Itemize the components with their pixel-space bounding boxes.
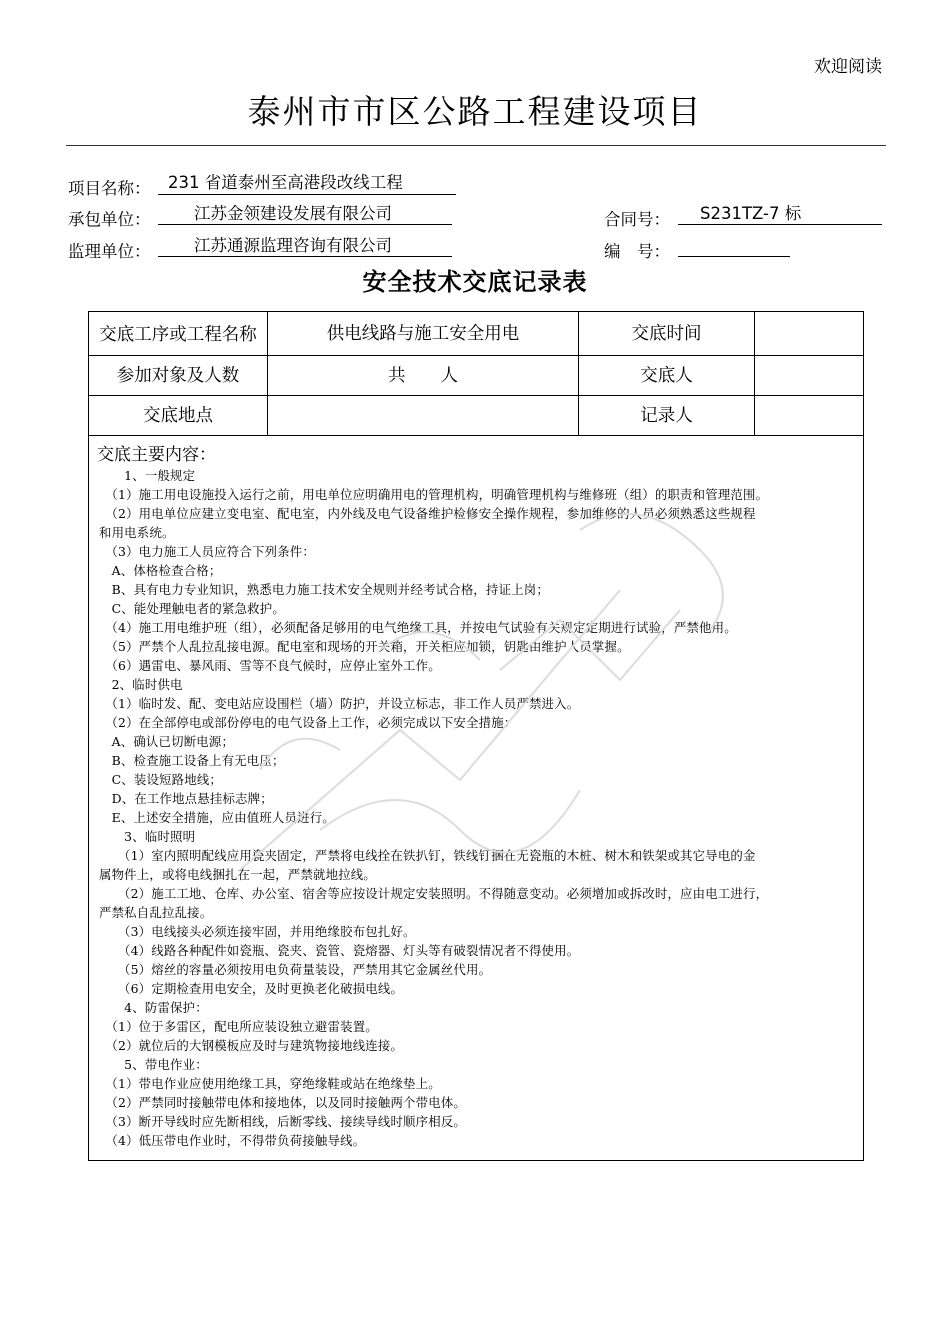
- content-line: 4、防雷保护：: [99, 1000, 208, 1015]
- content-line: 属物件上，或将电线捆扎在一起，严禁就地拉线。: [99, 867, 376, 882]
- serial-number-label: 编 号：: [604, 242, 670, 261]
- content-line: （6）定期检查用电安全，及时更换老化破损电线。: [99, 981, 404, 996]
- page-title: 泰州市市区公路工程建设项目: [247, 92, 703, 131]
- content-line: （6）遇雷电、暴风雨、雪等不良气候时，应停止室外工作。: [99, 658, 441, 673]
- table-title: 安全技术交底记录表: [362, 268, 588, 296]
- content-line: （2）用电单位应建立变电室、配电室，内外线及电气设备维护检修安全操作规程，参加维修的人员必须熟悉这些规程: [99, 506, 756, 521]
- recorder-label: 记录人: [640, 405, 693, 426]
- location-label: 交底地点: [143, 405, 213, 426]
- content-line: E、上述安全措施，应由值班人员进行。: [99, 810, 335, 825]
- participants-value: 共 人: [388, 365, 458, 386]
- contract-number-label: 合同号：: [604, 210, 670, 229]
- contractor-label: 承包单位：: [68, 210, 151, 229]
- participants-label: 参加对象及人数: [116, 365, 240, 386]
- content-line: （1）带电作业应使用绝缘工具，穿绝缘鞋或站在绝缘垫上。: [99, 1076, 441, 1091]
- content-line: C、装设短路地线；: [99, 772, 222, 787]
- content-line: （4）施工用电维护班（组），必须配备足够用的电气绝缘工具，并按电气试验有关规定定期进行试验，严禁他用。: [99, 620, 737, 635]
- briefing-time-label: 交底时间: [631, 323, 702, 344]
- supervisor-label: 监理单位：: [68, 242, 151, 261]
- title-divider: [66, 145, 886, 146]
- content-heading: 交底主要内容：: [97, 445, 216, 465]
- content-line: （2）严禁同时接触带电体和接地体，以及同时接触两个带电体。: [99, 1095, 467, 1110]
- content-line: （1）位于多雷区，配电所应装设独立避雷装置。: [99, 1019, 378, 1034]
- content-line: 2、临时供电: [99, 677, 183, 692]
- briefer-value: [755, 356, 863, 395]
- content-line: 5、带电作业：: [99, 1057, 208, 1072]
- content-line: B、检查施工设备上有无电压；: [99, 753, 285, 768]
- content-line: （1）临时发、配、变电站应设围栏（墙）防护，并设立标志，非工作人员严禁进入。: [99, 696, 580, 711]
- table-row-divider: [89, 435, 863, 436]
- content-line: （2）施工工地、仓库、办公室、宿舍等应按设计规定安装照明。不得随意变动。必须增加或拆改时，应由电工进行，: [99, 886, 769, 901]
- content-line: 1、一般规定: [99, 468, 196, 483]
- content-line: （5）熔丝的容量必须按用电负荷量装设，严禁用其它金属丝代用。: [99, 962, 492, 977]
- process-name-label-text: 交底工序或工程名称: [99, 325, 257, 345]
- content-line: （2）就位后的大钢模板应及时与建筑物接地线连接。: [99, 1038, 404, 1053]
- content-line: （3）电线接头必须连接牢固，并用绝缘胶布包扎好。: [99, 924, 416, 939]
- supervisor-value: 江苏通源监理咨询有限公司: [158, 236, 452, 257]
- project-name-value: 231 省道泰州至高港段改线工程: [158, 173, 456, 195]
- serial-number-value: [678, 236, 790, 257]
- content-line: （3）断开导线时应先断相线，后断零线、接续导线时顺序相反。: [99, 1114, 467, 1129]
- content-line: B、具有电力专业知识，熟悉电力施工技术安全规则并经考试合格，持证上岗；: [99, 582, 549, 597]
- content-line: （1）施工用电设施投入运行之前，用电单位应明确用电的管理机构，明确管理机构与维修班（组）的职责和管理范围。: [99, 487, 769, 502]
- contract-number-value: S231TZ-7 标: [678, 204, 882, 225]
- record-table: [88, 311, 864, 1161]
- project-name-label: 项目名称：: [68, 179, 151, 198]
- content-line: A、确认已切断电源；: [99, 734, 235, 749]
- briefing-content: [99, 466, 861, 1150]
- content-line: （1）室内照明配线应用瓷夹固定，严禁将电线拴在铁扒钉，铁线钉捆在无瓷瓶的木桩、树木和铁架或其它导电的金: [99, 848, 756, 863]
- content-line: 和用电系统。: [99, 525, 175, 540]
- contractor-value: 江苏金领建设发展有限公司: [158, 204, 452, 225]
- content-line: （3）电力施工人员应符合下列条件：: [99, 544, 315, 559]
- content-line: （2）在全部停电或部份停电的电气设备上工作，必须完成以下安全措施：: [99, 715, 517, 730]
- location-value: [268, 396, 578, 435]
- process-name-label: [89, 312, 267, 355]
- content-line: 严禁私自乱拉乱接。: [99, 905, 213, 920]
- content-line: 3、临时照明: [99, 829, 196, 844]
- content-line: （5）严禁个人乱拉乱接电源。配电室和现场的开关箱，开关柜应加锁，钥匙由维护人员掌握。: [99, 639, 630, 654]
- recorder-value: [755, 396, 863, 435]
- briefing-time-value: [755, 312, 863, 355]
- content-line: A、体格检查合格；: [99, 563, 222, 578]
- content-line: D、在工作地点悬挂标志牌；: [99, 791, 273, 806]
- content-line: C、能处理触电者的紧急救护。: [99, 601, 285, 616]
- briefer-label: 交底人: [640, 365, 693, 386]
- content-line: （4）低压带电作业时，不得带负荷接触导线。: [99, 1133, 366, 1148]
- content-line: （4）线路各种配件如瓷瓶、瓷夹、瓷管、瓷熔器、灯头等有破裂情况者不得使用。: [99, 943, 580, 958]
- corner-note: 欢迎阅读: [814, 57, 882, 77]
- process-name-value: 供电线路与施工安全用电: [326, 323, 520, 344]
